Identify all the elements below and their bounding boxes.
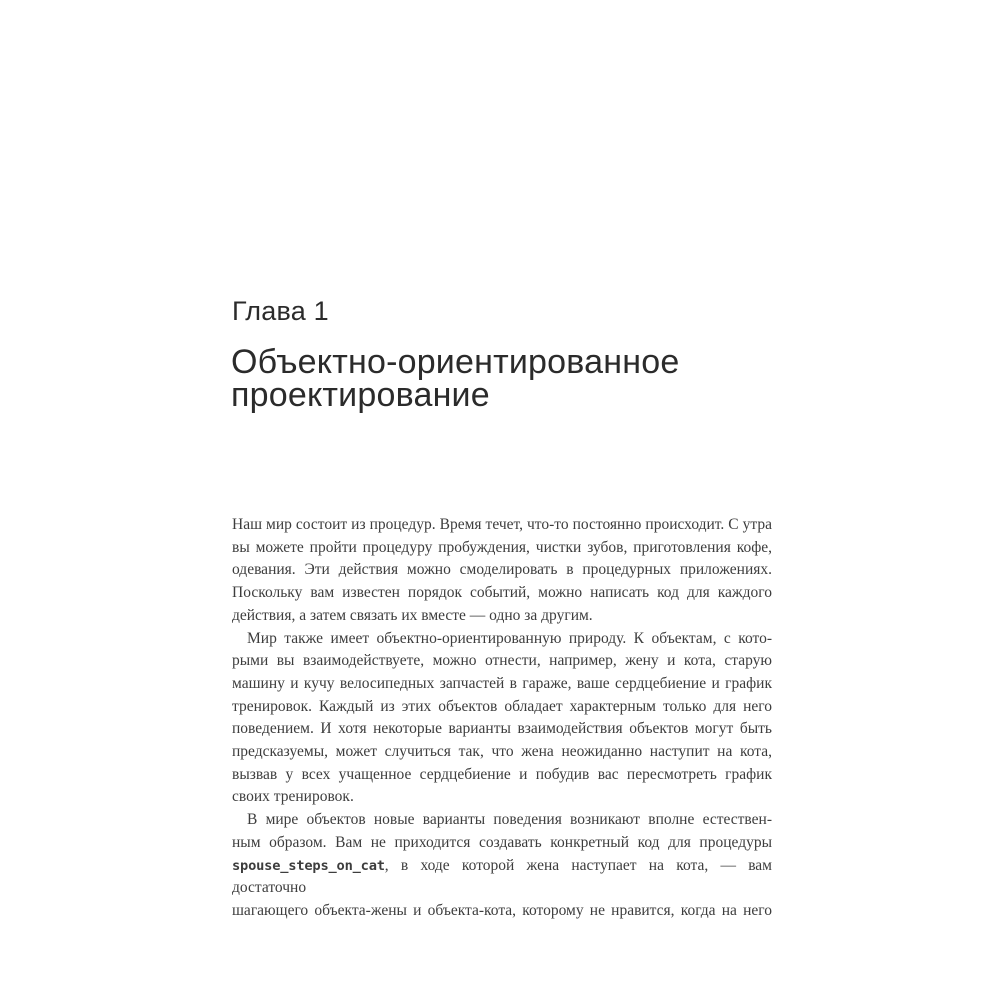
text-line: [232, 855, 772, 900]
text-run: шагающего объекта-жены и объекта-кота, которому не нравится, когда на него: [232, 901, 772, 919]
text-run: одевания. Эти действия можно смоделировать в процедурных приложениях.: [232, 561, 772, 579]
paragraph: [232, 514, 772, 628]
chapter-number: Глава 1: [232, 296, 329, 326]
text-line: [232, 605, 772, 628]
text-line: [232, 559, 772, 582]
body-text: [232, 514, 772, 923]
text-line: [232, 650, 772, 673]
text-line: [232, 809, 772, 832]
text-line: [232, 514, 772, 537]
text-line: [232, 764, 772, 787]
text-run: тренировок. Каждый из этих объектов обладает характерным только для него: [232, 697, 772, 715]
text-run: Наш мир состоит из процедур. Время течет, что-то постоянно происходит. С утра: [232, 516, 772, 533]
text-run: предсказуемы, может случиться так, что жена неожиданно наступит на кота,: [232, 743, 772, 761]
text-run: ным образом. Вам не приходится создавать конкретный код для процедуры: [232, 833, 772, 851]
text-run: поведением. И хотя некоторые варианты взаимодействия объектов могут быть: [232, 720, 772, 738]
text-line: [232, 786, 772, 809]
chapter-title-line: Объектно-ориентированное: [231, 343, 680, 381]
text-run: машину и кучу велосипедных запчастей в гараже, ваше сердцебиение и график: [232, 674, 772, 692]
text-run: действия, а затем связать их вместе — одно за другим.: [232, 606, 593, 624]
text-line: [232, 696, 772, 719]
text-line: [232, 537, 772, 560]
text-line: [232, 741, 772, 764]
text-line: [232, 900, 772, 923]
text-run: Мир также имеет объектно-ориентированную природу. К объектам, с кото-: [247, 629, 772, 647]
paragraph: [232, 628, 772, 810]
text-run: вызвав у всех учащенное сердцебиение и побудив вас пересмотреть график: [232, 765, 772, 783]
text-line: [232, 718, 772, 741]
text-line: [232, 582, 772, 605]
text-line: [232, 673, 772, 696]
text-run: , в ходе которой жена наступает на кота, — вам достаточно: [232, 856, 772, 897]
paragraph: [232, 809, 772, 923]
text-line: [232, 832, 772, 855]
text-run: В мире объектов новые варианты поведения возникают вполне естествен-: [247, 811, 772, 829]
text-run: Поскольку вам известен порядок событий, можно написать код для каждого: [232, 584, 772, 602]
chapter-title-line: проектирование: [231, 376, 490, 414]
text-line: [232, 628, 772, 651]
text-run: вы можете пройти процедуру пробуждения, чистки зубов, приготовления кофе,: [232, 538, 772, 556]
text-run: рыми вы взаимодействуете, можно отнести, например, жену и кота, старую: [232, 652, 772, 670]
text-run: своих тренировок.: [232, 788, 354, 806]
inline-code: spouse_steps_on_cat: [232, 857, 385, 874]
chapter-title: [231, 343, 680, 414]
